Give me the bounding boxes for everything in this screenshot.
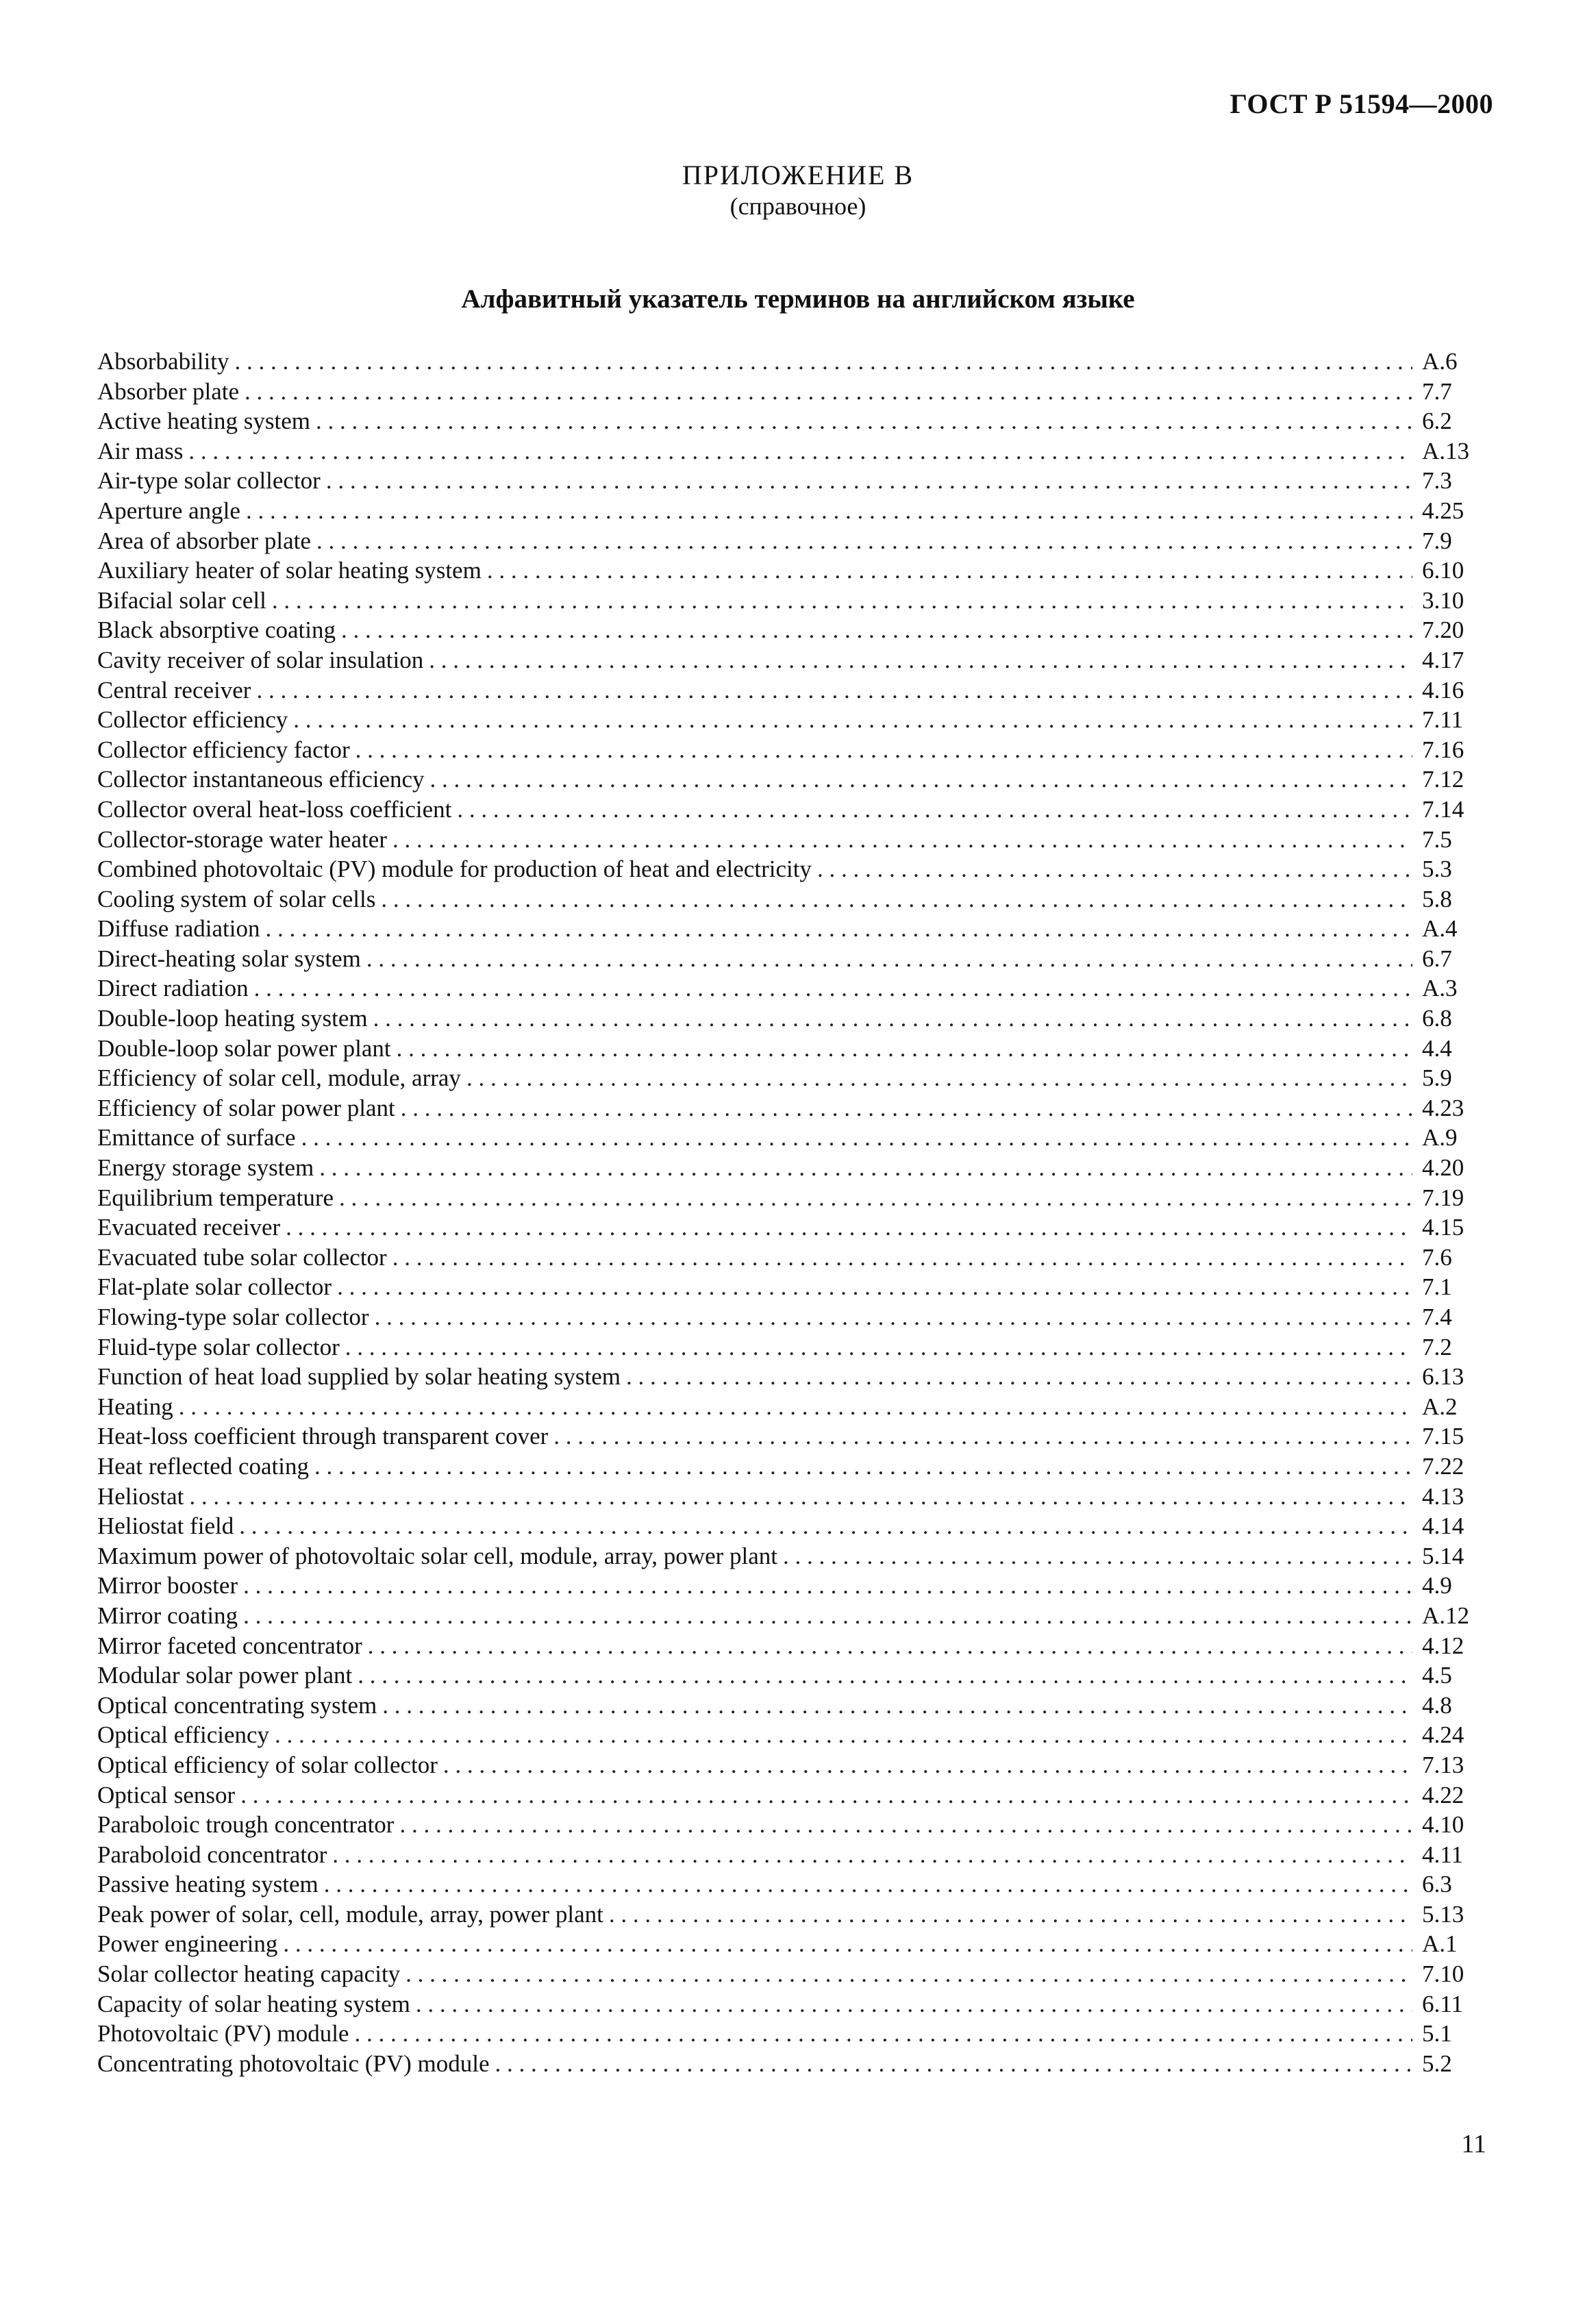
index-reference: 3.10 [1422,586,1464,614]
index-entry [97,586,1504,616]
index-reference: 4.17 [1422,646,1464,673]
index-reference: 7.3 [1422,467,1452,495]
index-term: Double-loop heating system [97,1005,368,1032]
index-reference: 4.11 [1422,1841,1463,1868]
index-heading: Алфавитный указатель терминов на английском языке [461,284,1135,314]
index-entry [97,1900,1504,1930]
index-term: Solar collector heating capacity [97,1960,401,1988]
index-reference: 6.2 [1422,408,1452,435]
index-term: Efficiency of solar power plant [97,1094,395,1121]
dot-leader [176,1392,1412,1422]
dot-leader [240,1571,1412,1601]
dot-leader [426,645,1412,675]
index-term: Air mass [97,437,184,464]
index-term: Cooling system of solar cells [97,885,376,912]
index-entry [97,825,1504,855]
index-reference: 6.11 [1422,1990,1463,2017]
index-entry [97,1421,1504,1452]
index-entry [97,436,1504,466]
dot-leader [313,406,1412,436]
index-term: Heat reflected coating [97,1452,309,1480]
index-reference: 6.13 [1422,1363,1464,1391]
index-term: Collector efficiency [97,706,288,734]
index-entry [97,1183,1504,1213]
index-reference: 7.13 [1422,1751,1464,1778]
index-term: Flat-plate solar collector [97,1273,332,1301]
index-term: Bifacial solar cell [97,586,266,614]
index-term: Maximum power of photovoltaic solar cell, module, array, power plant [97,1542,778,1569]
index-term: Optical efficiency of solar collector [97,1751,438,1778]
index-reference: 7.12 [1422,766,1464,793]
index-term: Evacuated tube solar collector [97,1243,387,1271]
index-term: Collector-storage water heater [97,825,387,853]
dot-leader [338,615,1412,645]
index-entry [97,1780,1504,1810]
dot-leader [321,1869,1412,1900]
index-reference: A.2 [1422,1393,1458,1420]
index-reference: 7.19 [1422,1184,1464,1211]
index-reference: A.12 [1422,1602,1470,1629]
dot-leader [403,1959,1412,1989]
index-term: Mirror coating [97,1602,238,1629]
document-code: ГОСТ Р 51594—2000 [1230,88,1493,119]
dot-leader [390,1243,1412,1273]
index-entry [97,1153,1504,1183]
index-reference: 4.8 [1422,1691,1452,1719]
index-entry [97,1691,1504,1721]
dot-leader [551,1421,1412,1452]
dot-leader [280,1929,1412,1959]
dot-leader [780,1541,1412,1571]
index-entry [97,1541,1504,1571]
index-reference: 7.15 [1422,1423,1464,1450]
index-reference: 7.16 [1422,736,1464,763]
dot-leader [364,944,1412,974]
index-entry [97,347,1504,377]
index-term: Equilibrium temperature [97,1184,334,1211]
index-term: Active heating system [97,408,311,435]
index-term: Paraboloid concentrator [97,1841,327,1868]
term-index-list [97,347,1504,2078]
index-entry [97,1272,1504,1302]
index-term: Collector instantaneous efficiency [97,766,425,793]
dot-leader [390,825,1412,855]
index-term: Emittance of surface [97,1124,296,1152]
index-entry [97,1212,1504,1243]
index-term: Cavity receiver of solar insulation [97,646,424,673]
index-reference: 4.16 [1422,676,1464,704]
index-term: Black absorptive coating [97,617,336,644]
index-term: Central receiver [97,676,251,704]
index-reference: 4.15 [1422,1214,1464,1241]
index-term: Absorber plate [97,377,240,405]
index-reference: 5.1 [1422,2020,1452,2047]
dot-leader [398,1093,1412,1123]
index-entry [97,1034,1504,1064]
index-reference: 4.12 [1422,1632,1464,1659]
index-reference: 4.14 [1422,1512,1464,1540]
dot-leader [186,1482,1412,1512]
dot-leader [355,1660,1412,1691]
index-entry [97,1631,1504,1661]
index-term: Power engineering [97,1930,278,1958]
index-entry [97,526,1504,556]
dot-leader [299,1123,1412,1153]
index-reference: 7.5 [1422,825,1452,853]
index-entry [97,1392,1504,1422]
index-entry [97,1959,1504,1989]
index-entry [97,914,1504,944]
index-term: Passive heating system [97,1871,319,1898]
dot-leader [454,795,1412,825]
index-reference: 4.25 [1422,497,1464,524]
index-entry [97,1302,1504,1332]
dot-leader [316,1153,1412,1183]
index-reference: 7.4 [1422,1304,1452,1330]
dot-leader [232,347,1412,377]
dot-leader [397,1810,1412,1840]
index-reference: 5.8 [1422,885,1452,912]
page-number: 11 [1461,2130,1486,2158]
index-entry [97,1004,1504,1034]
index-term: Heating [97,1393,173,1420]
index-reference: 7.10 [1422,1960,1464,1988]
index-entry [97,615,1504,645]
index-reference: 7.20 [1422,617,1464,644]
index-term: Modular solar power plant [97,1662,353,1689]
index-term: Flowing-type solar collector [97,1304,369,1330]
index-reference: 5.2 [1422,2050,1452,2077]
index-term: Peak power of solar, cell, module, array, power plant [97,1900,603,1928]
appendix-title: ПРИЛОЖЕНИЕ В [682,160,914,190]
dot-leader [365,1631,1412,1661]
dot-leader [413,1989,1412,2019]
dot-leader [492,2049,1412,2079]
dot-leader [351,2019,1412,2049]
index-term: Concentrating photovoltaic (PV) module [97,2050,490,2077]
index-term: Optical efficiency [97,1721,270,1749]
dot-leader [378,884,1412,914]
dot-leader [236,1511,1412,1541]
index-reference: 7.2 [1422,1333,1452,1360]
index-term: Direct radiation [97,975,249,1002]
index-term: Optical sensor [97,1781,236,1808]
index-reference: 7.6 [1422,1243,1452,1271]
index-term: Function of heat load supplied by solar heating system [97,1363,621,1391]
index-entry [97,1063,1504,1093]
index-entry [97,2019,1504,2049]
index-term: Paraboloic trough concentrator [97,1811,395,1839]
index-entry [97,1482,1504,1512]
index-reference: 7.7 [1422,377,1452,405]
index-term: Collector efficiency factor [97,736,350,763]
index-entry [97,556,1504,586]
dot-leader [186,436,1412,466]
dot-leader [323,466,1412,496]
dot-leader [427,764,1412,795]
index-entry [97,1929,1504,1959]
index-reference: 4.20 [1422,1154,1464,1182]
index-reference: 7.22 [1422,1452,1464,1480]
index-reference: A.1 [1422,1930,1458,1958]
index-reference: A.13 [1422,437,1470,464]
dot-leader [440,1750,1412,1780]
index-term: Collector overal heat-loss coefficient [97,795,452,823]
index-entry [97,1332,1504,1362]
index-reference: 4.13 [1422,1482,1464,1510]
index-reference: 7.1 [1422,1273,1452,1301]
index-reference: 4.23 [1422,1094,1464,1121]
index-entry [97,973,1504,1004]
dot-leader [342,1332,1412,1362]
index-entry [97,1810,1504,1840]
index-entry [97,1750,1504,1780]
index-entry [97,1869,1504,1900]
index-term: Double-loop solar power plant [97,1034,391,1062]
index-term: Optical concentrating system [97,1691,377,1719]
index-entry [97,705,1504,735]
index-entry [97,1601,1504,1631]
index-reference: A.4 [1422,915,1458,943]
index-reference: 4.22 [1422,1781,1464,1808]
index-reference: 5.9 [1422,1065,1452,1092]
dot-leader [238,1780,1412,1810]
index-entry [97,735,1504,765]
index-entry [97,466,1504,496]
index-reference: A.9 [1422,1124,1458,1152]
index-term: Absorbability [97,348,229,375]
index-reference: 4.9 [1422,1572,1452,1599]
index-entry [97,854,1504,884]
index-term: Efficiency of solar cell, module, array [97,1065,461,1092]
index-reference: 4.5 [1422,1662,1452,1689]
index-term: Capacity of solar heating system [97,1990,410,2017]
index-reference: 4.4 [1422,1034,1452,1062]
index-reference: 7.11 [1422,706,1463,734]
index-entry [97,1093,1504,1123]
dot-leader [283,1212,1412,1243]
dot-leader [371,1004,1412,1034]
dot-leader [329,1840,1412,1870]
dot-leader [394,1034,1412,1064]
index-entry [97,675,1504,706]
dot-leader [606,1900,1412,1930]
dot-leader [272,1720,1412,1750]
index-entry [97,1840,1504,1870]
dot-leader [334,1272,1412,1302]
index-reference: 4.24 [1422,1721,1464,1749]
index-entry [97,795,1504,825]
dot-leader [253,675,1412,706]
dot-leader [314,526,1412,556]
dot-leader [242,377,1412,407]
index-entry [97,1452,1504,1482]
index-reference: 4.10 [1422,1811,1464,1839]
index-term: Area of absorber plate [97,527,311,554]
index-term: Auxiliary heater of solar heating system [97,557,482,584]
dot-leader [464,1063,1412,1093]
index-entry [97,1660,1504,1691]
index-term: Combined photovoltaic (PV) module for production of heat and electricity [97,856,812,883]
index-entry [97,2049,1504,2079]
dot-leader [623,1362,1412,1392]
index-entry [97,496,1504,526]
index-reference: A.3 [1422,975,1458,1002]
index-entry [97,1989,1504,2019]
index-reference: 6.7 [1422,945,1452,972]
index-reference: 5.13 [1422,1900,1464,1928]
index-reference: 7.9 [1422,527,1452,554]
dot-leader [290,705,1412,735]
index-term: Direct-heating solar system [97,945,361,972]
index-reference: 6.8 [1422,1005,1452,1032]
dot-leader [353,735,1412,765]
dot-leader [251,973,1412,1004]
index-entry [97,1571,1504,1601]
index-entry [97,377,1504,407]
index-term: Heat-loss coefficient through transparent cover [97,1423,549,1450]
dot-leader [243,496,1412,526]
index-term: Mirror faceted concentrator [97,1632,362,1659]
index-term: Mirror booster [97,1572,238,1599]
index-reference: A.6 [1422,348,1458,375]
appendix-note: (справочное) [730,192,866,220]
dot-leader [269,586,1412,616]
index-term: Heliostat [97,1482,184,1510]
index-term: Photovoltaic (PV) module [97,2020,349,2047]
index-term: Evacuated receiver [97,1214,281,1241]
dot-leader [240,1601,1412,1631]
dot-leader [372,1302,1412,1332]
index-entry [97,764,1504,795]
index-reference: 6.10 [1422,557,1464,584]
index-term: Energy storage system [97,1154,314,1182]
dot-leader [379,1691,1412,1721]
dot-leader [336,1183,1412,1213]
dot-leader [262,914,1412,944]
index-entry [97,944,1504,974]
index-reference: 5.3 [1422,856,1452,883]
index-entry [97,884,1504,914]
index-reference: 6.3 [1422,1871,1452,1898]
index-reference: 7.14 [1422,795,1464,823]
index-term: Air-type solar collector [97,467,321,495]
index-entry [97,1720,1504,1750]
index-entry [97,1243,1504,1273]
index-term: Heliostat field [97,1512,234,1540]
index-term: Diffuse radiation [97,915,260,943]
index-entry [97,645,1504,675]
dot-leader [484,556,1412,586]
index-entry [97,1511,1504,1541]
index-entry [97,1362,1504,1392]
dot-leader [312,1452,1412,1482]
index-reference: 5.14 [1422,1542,1464,1569]
index-term: Aperture angle [97,497,240,524]
dot-leader [814,854,1412,884]
index-entry [97,406,1504,436]
index-entry [97,1123,1504,1153]
index-term: Fluid-type solar collector [97,1333,340,1360]
